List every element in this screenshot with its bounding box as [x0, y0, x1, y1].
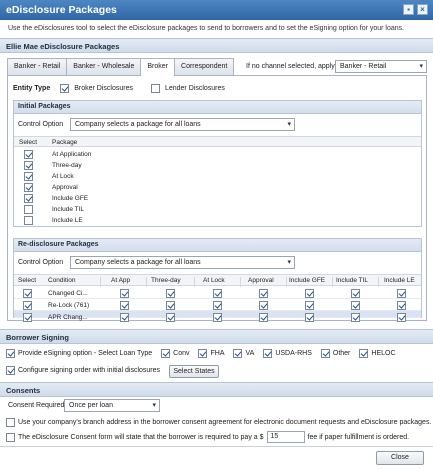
at-lock-checkbox[interactable]	[213, 301, 222, 310]
initial-control-select[interactable]	[70, 118, 295, 131]
initial-packages-box	[13, 100, 422, 227]
broker-disclosures-label: Broker Disclosures	[74, 85, 133, 92]
include-gfe-checkbox[interactable]	[305, 313, 314, 322]
configure-signing-row	[6, 366, 160, 375]
redisclosure-control-select[interactable]	[70, 256, 295, 269]
broker-disclosures-checkbox[interactable]	[60, 84, 69, 93]
redisclosure-control-value: Company selects a package for all loans	[75, 259, 201, 266]
chevron-down-icon: ▾	[287, 121, 291, 128]
initial-control-value: Company selects a package for all loans	[75, 121, 201, 128]
lender-disclosures-label: Lender Disclosures	[164, 85, 225, 92]
col-select: Select	[18, 276, 37, 284]
titlebar-icons	[403, 4, 428, 15]
include-til-checkbox[interactable]	[351, 289, 360, 298]
default-channel-select[interactable]	[335, 60, 427, 73]
heloc-label: HELOC	[371, 350, 396, 357]
condition-cell: APR Chang...	[48, 313, 88, 321]
col-package: Package	[52, 138, 78, 146]
chevron-down-icon: ▾	[419, 63, 423, 70]
list-item	[14, 171, 421, 182]
consent-required-label: Consent Required	[8, 402, 65, 409]
close-icon[interactable]: ×	[417, 4, 428, 15]
default-channel-value: Banker - Retail	[340, 63, 387, 70]
include-til-checkbox[interactable]	[351, 301, 360, 310]
conv-label: Conv	[173, 350, 190, 357]
usda-rhs-checkbox[interactable]	[263, 349, 272, 358]
package-checkbox[interactable]	[24, 194, 33, 203]
consents-header: Consents	[0, 382, 433, 397]
package-label: At Lock	[52, 173, 74, 180]
paper-fee-checkbox[interactable]	[6, 433, 15, 442]
esigning-row	[6, 349, 396, 358]
at-app-checkbox[interactable]	[120, 289, 129, 298]
footer-divider	[0, 446, 433, 447]
package-checkbox[interactable]	[24, 172, 33, 181]
include-le-checkbox[interactable]	[397, 301, 406, 310]
intro-text: Use the eDisclosures tool to select the eDisclosure packages to send to borrowers and to set the eSigning option for your loans.	[8, 25, 405, 32]
col-three-day: Three-day	[151, 276, 181, 284]
paper-fee-row	[6, 431, 409, 443]
provide-esigning-label: Provide eSigning option - Select Loan Type	[18, 350, 153, 357]
paper-fee-label-after: fee if paper fulfillment is ordered.	[307, 433, 410, 441]
conv-checkbox[interactable]	[161, 349, 170, 358]
configure-signing-checkbox[interactable]	[6, 366, 15, 375]
redisclosure-box	[13, 238, 422, 321]
condition-cell: Changed Ci...	[48, 289, 88, 297]
fha-checkbox[interactable]	[198, 349, 207, 358]
borrower-signing-header: Borrower Signing	[0, 329, 433, 344]
usda-rhs-label: USDA-RHS	[275, 350, 312, 357]
list-item	[14, 182, 421, 193]
include-til-checkbox[interactable]	[351, 313, 360, 322]
provide-esigning-checkbox[interactable]	[6, 349, 15, 358]
tab-correspondent[interactable]: Correspondent	[174, 58, 234, 75]
initial-control-label: Control Option	[18, 121, 64, 128]
approval-checkbox[interactable]	[259, 313, 268, 322]
package-label: At Application	[52, 151, 92, 158]
redisclosure-grid-header	[14, 274, 421, 286]
list-item	[14, 215, 421, 226]
list-item	[14, 193, 421, 204]
section-packages-header: Ellie Mae eDisclosure Packages	[0, 38, 433, 53]
list-item	[14, 204, 421, 215]
select-states-button[interactable]: Select States	[169, 365, 219, 378]
va-checkbox[interactable]	[233, 349, 242, 358]
entity-type-label: Entity Type	[13, 85, 51, 92]
package-label: Three-day	[52, 162, 82, 169]
tab-broker[interactable]: Broker	[140, 58, 175, 76]
col-select: Select	[19, 138, 38, 146]
fha-label: FHA	[210, 350, 225, 357]
table-row[interactable]	[14, 299, 421, 311]
condition-cell: Re-Lock (761)	[48, 301, 90, 309]
at-app-checkbox[interactable]	[120, 313, 129, 322]
window-title: eDisclosure Packages	[6, 4, 117, 16]
package-checkbox[interactable]	[24, 150, 33, 159]
default-channel-label: If no channel selected, apply	[246, 63, 335, 70]
package-checkbox[interactable]	[24, 205, 33, 214]
branch-address-row	[6, 418, 431, 427]
package-checkbox[interactable]	[24, 216, 33, 225]
table-row[interactable]	[14, 311, 421, 321]
consent-required-select[interactable]	[64, 399, 160, 412]
row-select-checkbox[interactable]	[23, 301, 32, 310]
paper-fee-input[interactable]: 15	[267, 431, 305, 443]
initial-packages-title: Initial Packages	[14, 101, 421, 114]
col-include-le: Include LE	[384, 276, 415, 284]
other-label: Other	[332, 350, 351, 357]
va-label: VA	[245, 350, 255, 357]
three-day-checkbox[interactable]	[166, 301, 175, 310]
col-approval: Approval	[248, 276, 274, 284]
row-select-checkbox[interactable]	[23, 313, 32, 322]
branch-address-label: Use your company's branch address in the borrower consent agreement for electronic document requests and eDisclosure packages.	[18, 419, 432, 426]
lender-disclosures-checkbox[interactable]	[151, 84, 160, 93]
tab-banker-wholesale[interactable]: Banker - Wholesale	[66, 58, 141, 75]
redisclosure-title: Re-disclosure Packages	[14, 239, 421, 252]
channel-tabs	[7, 58, 233, 76]
paper-fee-label-before: The eDisclosure Consent form will state that the borrower is required to pay a $	[18, 433, 264, 441]
close-button[interactable]: Close	[376, 451, 424, 465]
window-titlebar	[0, 0, 433, 20]
tab-banker-retail[interactable]: Banker - Retail	[7, 58, 67, 75]
heloc-checkbox[interactable]	[359, 349, 368, 358]
include-gfe-checkbox[interactable]	[305, 301, 314, 310]
col-include-gfe: Include GFE	[289, 276, 326, 284]
consent-required-value: Once per loan	[69, 402, 113, 409]
save-icon[interactable]: ▪	[403, 4, 414, 15]
other-checkbox[interactable]	[321, 349, 330, 358]
package-label: Include LE	[52, 217, 83, 224]
package-checkbox[interactable]	[24, 183, 33, 192]
list-item	[14, 149, 421, 160]
configure-signing-label: Configure signing order with initial disclosures	[18, 367, 161, 374]
entity-type-row	[13, 84, 225, 93]
col-at-app: At App	[111, 276, 131, 284]
branch-address-checkbox[interactable]	[6, 418, 15, 427]
at-lock-checkbox[interactable]	[213, 313, 222, 322]
include-gfe-checkbox[interactable]	[305, 289, 314, 298]
three-day-checkbox[interactable]	[166, 313, 175, 322]
three-day-checkbox[interactable]	[166, 289, 175, 298]
package-label: Include GFE	[52, 195, 89, 202]
chevron-down-icon: ▾	[287, 259, 291, 266]
chevron-down-icon: ▾	[152, 402, 156, 409]
at-lock-checkbox[interactable]	[213, 289, 222, 298]
broker-tab-panel	[7, 75, 427, 321]
package-label: Approval	[52, 184, 78, 191]
col-include-til: Include TIL	[336, 276, 369, 284]
table-row[interactable]	[14, 287, 421, 299]
package-checkbox[interactable]	[24, 161, 33, 170]
at-app-checkbox[interactable]	[120, 301, 129, 310]
initial-grid-header	[14, 136, 421, 147]
approval-checkbox[interactable]	[259, 289, 268, 298]
col-condition: Condition	[48, 276, 76, 284]
approval-checkbox[interactable]	[259, 301, 268, 310]
include-le-checkbox[interactable]	[397, 289, 406, 298]
list-item	[14, 160, 421, 171]
row-select-checkbox[interactable]	[23, 289, 32, 298]
col-at-lock: At Lock	[203, 276, 225, 284]
redisclosure-control-label: Control Option	[18, 259, 64, 266]
include-le-checkbox[interactable]	[397, 313, 406, 322]
package-label: Include TIL	[52, 206, 85, 213]
